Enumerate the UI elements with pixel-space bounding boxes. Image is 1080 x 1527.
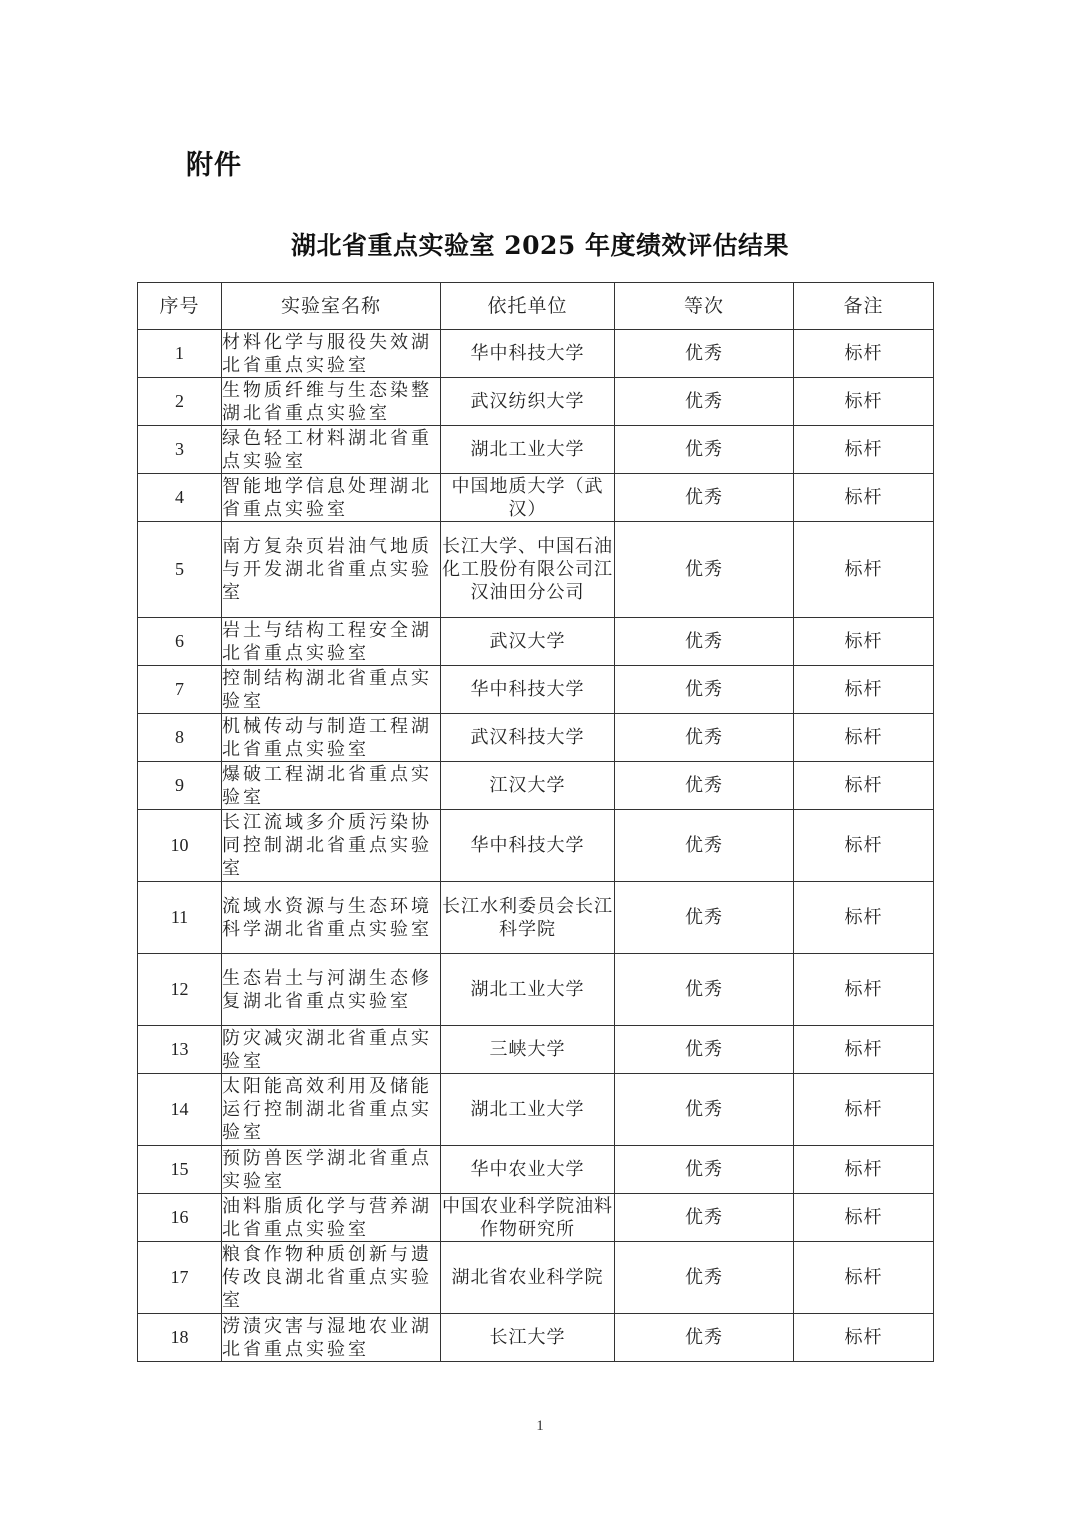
cell-lab-name: 材料化学与服役失效湖北省重点实验室 bbox=[222, 330, 441, 378]
cell-lab-name: 流域水资源与生态环境科学湖北省重点实验室 bbox=[222, 882, 441, 954]
cell-serial-number: 17 bbox=[138, 1242, 222, 1314]
cell-host-institution: 华中科技大学 bbox=[441, 330, 615, 378]
header-remarks: 备注 bbox=[794, 283, 934, 330]
cell-grade: 优秀 bbox=[615, 474, 794, 522]
cell-host-institution: 武汉科技大学 bbox=[441, 714, 615, 762]
cell-grade: 优秀 bbox=[615, 330, 794, 378]
cell-serial-number: 12 bbox=[138, 954, 222, 1026]
cell-serial-number: 10 bbox=[138, 810, 222, 882]
cell-grade: 优秀 bbox=[615, 666, 794, 714]
cell-grade: 优秀 bbox=[615, 762, 794, 810]
cell-grade: 优秀 bbox=[615, 378, 794, 426]
cell-serial-number: 3 bbox=[138, 426, 222, 474]
cell-grade: 优秀 bbox=[615, 810, 794, 882]
cell-remarks: 标杆 bbox=[794, 810, 934, 882]
table-row bbox=[138, 522, 934, 618]
cell-remarks: 标杆 bbox=[794, 1026, 934, 1074]
table-row bbox=[138, 474, 934, 522]
cell-lab-name: 控制结构湖北省重点实验室 bbox=[222, 666, 441, 714]
table-row bbox=[138, 378, 934, 426]
cell-grade: 优秀 bbox=[615, 954, 794, 1026]
cell-host-institution: 长江水利委员会长江科学院 bbox=[441, 882, 615, 954]
table-row bbox=[138, 810, 934, 882]
cell-lab-name: 绿色轻工材料湖北省重点实验室 bbox=[222, 426, 441, 474]
cell-host-institution: 武汉纺织大学 bbox=[441, 378, 615, 426]
cell-host-institution: 湖北省农业科学院 bbox=[441, 1242, 615, 1314]
cell-grade: 优秀 bbox=[615, 618, 794, 666]
cell-serial-number: 5 bbox=[138, 522, 222, 618]
table-row bbox=[138, 1026, 934, 1074]
cell-grade: 优秀 bbox=[615, 1074, 794, 1146]
cell-remarks: 标杆 bbox=[794, 666, 934, 714]
table-row bbox=[138, 714, 934, 762]
cell-lab-name: 生态岩土与河湖生态修复湖北省重点实验室 bbox=[222, 954, 441, 1026]
cell-grade: 优秀 bbox=[615, 714, 794, 762]
cell-serial-number: 8 bbox=[138, 714, 222, 762]
cell-lab-name: 智能地学信息处理湖北省重点实验室 bbox=[222, 474, 441, 522]
cell-lab-name: 涝渍灾害与湿地农业湖北省重点实验室 bbox=[222, 1314, 441, 1362]
cell-remarks: 标杆 bbox=[794, 1074, 934, 1146]
cell-remarks: 标杆 bbox=[794, 1194, 934, 1242]
table-row bbox=[138, 954, 934, 1026]
evaluation-results-table bbox=[137, 282, 934, 1362]
table-row bbox=[138, 762, 934, 810]
cell-serial-number: 7 bbox=[138, 666, 222, 714]
table-header-row bbox=[138, 283, 934, 330]
cell-grade: 优秀 bbox=[615, 882, 794, 954]
cell-remarks: 标杆 bbox=[794, 330, 934, 378]
table-row bbox=[138, 882, 934, 954]
cell-lab-name: 粮食作物种质创新与遗传改良湖北省重点实验室 bbox=[222, 1242, 441, 1314]
table-row bbox=[138, 1074, 934, 1146]
table-row bbox=[138, 426, 934, 474]
cell-grade: 优秀 bbox=[615, 522, 794, 618]
table-row bbox=[138, 1194, 934, 1242]
cell-lab-name: 油料脂质化学与营养湖北省重点实验室 bbox=[222, 1194, 441, 1242]
cell-remarks: 标杆 bbox=[794, 474, 934, 522]
table-row bbox=[138, 1242, 934, 1314]
cell-remarks: 标杆 bbox=[794, 1146, 934, 1194]
header-host-institution: 依托单位 bbox=[441, 283, 615, 330]
cell-serial-number: 14 bbox=[138, 1074, 222, 1146]
table-row bbox=[138, 1314, 934, 1362]
cell-serial-number: 1 bbox=[138, 330, 222, 378]
cell-host-institution: 武汉大学 bbox=[441, 618, 615, 666]
cell-host-institution: 华中农业大学 bbox=[441, 1146, 615, 1194]
cell-remarks: 标杆 bbox=[794, 762, 934, 810]
table-row bbox=[138, 1146, 934, 1194]
cell-grade: 优秀 bbox=[615, 1314, 794, 1362]
cell-serial-number: 11 bbox=[138, 882, 222, 954]
cell-remarks: 标杆 bbox=[794, 618, 934, 666]
cell-grade: 优秀 bbox=[615, 1194, 794, 1242]
cell-host-institution: 长江大学、中国石油化工股份有限公司江汉油田分公司 bbox=[441, 522, 615, 618]
cell-grade: 优秀 bbox=[615, 1242, 794, 1314]
cell-host-institution: 中国地质大学（武汉） bbox=[441, 474, 615, 522]
cell-host-institution: 华中科技大学 bbox=[441, 810, 615, 882]
cell-remarks: 标杆 bbox=[794, 378, 934, 426]
cell-host-institution: 长江大学 bbox=[441, 1314, 615, 1362]
cell-lab-name: 南方复杂页岩油气地质与开发湖北省重点实验室 bbox=[222, 522, 441, 618]
cell-remarks: 标杆 bbox=[794, 954, 934, 1026]
cell-host-institution: 江汉大学 bbox=[441, 762, 615, 810]
cell-grade: 优秀 bbox=[615, 1146, 794, 1194]
header-serial-number: 序号 bbox=[138, 283, 222, 330]
cell-serial-number: 4 bbox=[138, 474, 222, 522]
cell-remarks: 标杆 bbox=[794, 426, 934, 474]
cell-serial-number: 13 bbox=[138, 1026, 222, 1074]
header-lab-name: 实验室名称 bbox=[222, 283, 441, 330]
cell-host-institution: 中国农业科学院油料作物研究所 bbox=[442, 1195, 613, 1240]
cell-lab-name: 机械传动与制造工程湖北省重点实验室 bbox=[222, 714, 441, 762]
cell-grade: 优秀 bbox=[615, 1026, 794, 1074]
cell-lab-name: 爆破工程湖北省重点实验室 bbox=[222, 762, 441, 810]
cell-host-institution: 湖北工业大学 bbox=[441, 954, 615, 1026]
page-number: 1 bbox=[536, 1418, 544, 1434]
cell-serial-number: 16 bbox=[138, 1194, 222, 1242]
cell-host-institution: 湖北工业大学 bbox=[441, 426, 615, 474]
table-row bbox=[138, 618, 934, 666]
cell-remarks: 标杆 bbox=[794, 1242, 934, 1314]
table-body bbox=[138, 330, 934, 1362]
cell-serial-number: 6 bbox=[138, 618, 222, 666]
cell-serial-number: 18 bbox=[138, 1314, 222, 1362]
cell-lab-name: 太阳能高效利用及储能运行控制湖北省重点实验室 bbox=[222, 1074, 441, 1146]
cell-grade: 优秀 bbox=[615, 426, 794, 474]
cell-serial-number: 15 bbox=[138, 1146, 222, 1194]
document-title: 湖北省重点实验室 2025 年度绩效评估结果 bbox=[291, 231, 789, 260]
cell-host-institution: 湖北工业大学 bbox=[441, 1074, 615, 1146]
cell-lab-name: 防灾减灾湖北省重点实验室 bbox=[222, 1026, 441, 1074]
table-row bbox=[138, 666, 934, 714]
cell-lab-name: 生物质纤维与生态染整湖北省重点实验室 bbox=[222, 378, 441, 426]
cell-remarks: 标杆 bbox=[794, 714, 934, 762]
cell-lab-name: 长江流域多介质污染协同控制湖北省重点实验室 bbox=[222, 810, 441, 882]
cell-host-institution: 华中科技大学 bbox=[441, 666, 615, 714]
cell-serial-number: 2 bbox=[138, 378, 222, 426]
table-row bbox=[138, 330, 934, 378]
cell-lab-name: 岩土与结构工程安全湖北省重点实验室 bbox=[222, 618, 441, 666]
cell-remarks: 标杆 bbox=[794, 1314, 934, 1362]
cell-serial-number: 9 bbox=[138, 762, 222, 810]
attachment-label: 附件 bbox=[186, 150, 242, 181]
cell-remarks: 标杆 bbox=[794, 522, 934, 618]
cell-remarks: 标杆 bbox=[794, 882, 934, 954]
header-grade: 等次 bbox=[615, 283, 794, 330]
cell-host-institution: 三峡大学 bbox=[441, 1026, 615, 1074]
cell-lab-name: 预防兽医学湖北省重点实验室 bbox=[222, 1146, 441, 1194]
